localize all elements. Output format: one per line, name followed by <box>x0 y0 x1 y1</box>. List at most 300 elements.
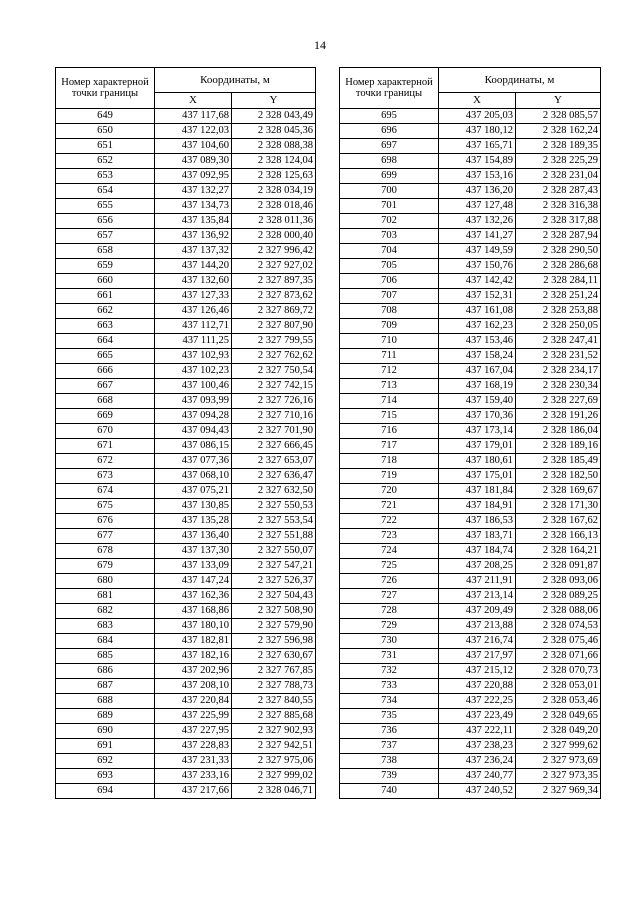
table-row <box>340 649 601 664</box>
point-number-cell: 682 <box>56 604 155 619</box>
table-row <box>56 739 316 754</box>
y-coordinate-cell: 2 328 053,01 <box>516 679 601 694</box>
x-coordinate-cell: 437 147,24 <box>155 574 232 589</box>
x-coordinate-cell: 437 104,60 <box>155 139 232 154</box>
y-coordinate-cell: 2 327 526,37 <box>232 574 316 589</box>
point-number-cell: 738 <box>340 754 439 769</box>
y-coordinate-cell: 2 328 000,40 <box>232 229 316 244</box>
table-row <box>340 259 601 274</box>
x-coordinate-cell: 437 238,23 <box>439 739 516 754</box>
x-coordinate-cell: 437 137,32 <box>155 244 232 259</box>
table-row <box>56 154 316 169</box>
table-row <box>340 784 601 799</box>
y-coordinate-cell: 2 328 053,46 <box>516 694 601 709</box>
y-coordinate-cell: 2 328 287,43 <box>516 184 601 199</box>
y-coordinate-cell: 2 328 089,25 <box>516 589 601 604</box>
y-coordinate-cell: 2 327 551,88 <box>232 529 316 544</box>
x-coordinate-cell: 437 153,16 <box>439 169 516 184</box>
x-coordinate-cell: 437 228,83 <box>155 739 232 754</box>
x-coordinate-cell: 437 136,20 <box>439 184 516 199</box>
x-coordinate-cell: 437 175,01 <box>439 469 516 484</box>
table-row <box>56 499 316 514</box>
table-row <box>56 424 316 439</box>
y-coordinate-cell: 2 328 250,05 <box>516 319 601 334</box>
point-number-cell: 660 <box>56 274 155 289</box>
x-coordinate-cell: 437 134,73 <box>155 199 232 214</box>
table-row <box>340 679 601 694</box>
table-row <box>340 454 601 469</box>
page-number: 14 <box>314 38 326 52</box>
table-row <box>56 619 316 634</box>
y-coordinate-cell: 2 327 840,55 <box>232 694 316 709</box>
x-coordinate-cell: 437 141,27 <box>439 229 516 244</box>
x-coordinate-cell: 437 183,71 <box>439 529 516 544</box>
table-row <box>56 139 316 154</box>
y-coordinate-cell: 2 327 550,53 <box>232 499 316 514</box>
point-number-cell: 726 <box>340 574 439 589</box>
x-coordinate-cell: 437 162,36 <box>155 589 232 604</box>
x-coordinate-cell: 437 130,85 <box>155 499 232 514</box>
table-row <box>340 274 601 289</box>
point-number-cell: 731 <box>340 649 439 664</box>
x-coordinate-cell: 437 136,40 <box>155 529 232 544</box>
table-row <box>340 289 601 304</box>
x-coordinate-cell: 437 111,25 <box>155 334 232 349</box>
y-coordinate-cell: 2 327 762,62 <box>232 349 316 364</box>
point-number-cell: 721 <box>340 499 439 514</box>
x-coordinate-cell: 437 209,49 <box>439 604 516 619</box>
point-number-cell: 699 <box>340 169 439 184</box>
point-number-cell: 713 <box>340 379 439 394</box>
point-number-cell: 733 <box>340 679 439 694</box>
x-coordinate-cell: 437 173,14 <box>439 424 516 439</box>
table-row <box>340 229 601 244</box>
y-coordinate-cell: 2 328 287,94 <box>516 229 601 244</box>
point-number-cell: 665 <box>56 349 155 364</box>
point-number-cell: 728 <box>340 604 439 619</box>
point-number-cell: 698 <box>340 154 439 169</box>
table-row <box>340 139 601 154</box>
y-coordinate-cell: 2 327 897,35 <box>232 274 316 289</box>
table-row <box>340 409 601 424</box>
point-number-cell: 672 <box>56 454 155 469</box>
y-coordinate-cell: 2 328 186,04 <box>516 424 601 439</box>
point-number-cell: 658 <box>56 244 155 259</box>
y-coordinate-cell: 2 327 666,45 <box>232 439 316 454</box>
table-row <box>56 529 316 544</box>
x-coordinate-cell: 437 075,21 <box>155 484 232 499</box>
point-number-cell: 685 <box>56 649 155 664</box>
point-number-cell: 673 <box>56 469 155 484</box>
x-coordinate-cell: 437 150,76 <box>439 259 516 274</box>
point-number-cell: 722 <box>340 514 439 529</box>
x-coordinate-cell: 437 102,93 <box>155 349 232 364</box>
point-number-cell: 711 <box>340 349 439 364</box>
point-number-cell: 680 <box>56 574 155 589</box>
point-number-cell: 655 <box>56 199 155 214</box>
x-coordinate-cell: 437 127,48 <box>439 199 516 214</box>
point-number-cell: 678 <box>56 544 155 559</box>
y-coordinate-cell: 2 327 973,35 <box>516 769 601 784</box>
y-coordinate-cell: 2 328 182,50 <box>516 469 601 484</box>
x-coordinate-cell: 437 094,43 <box>155 424 232 439</box>
table-row <box>56 574 316 589</box>
x-coordinate-cell: 437 205,03 <box>439 109 516 124</box>
y-coordinate-cell: 2 328 317,88 <box>516 214 601 229</box>
y-coordinate-cell: 2 328 043,49 <box>232 109 316 124</box>
point-number-cell: 667 <box>56 379 155 394</box>
table-row <box>56 319 316 334</box>
x-coordinate-cell: 437 220,88 <box>439 679 516 694</box>
y-coordinate-cell: 2 327 750,54 <box>232 364 316 379</box>
coordinates-table-left <box>55 67 316 799</box>
x-coordinate-cell: 437 149,59 <box>439 244 516 259</box>
point-number-cell: 656 <box>56 214 155 229</box>
y-coordinate-cell: 2 328 093,06 <box>516 574 601 589</box>
x-coordinate-cell: 437 180,10 <box>155 619 232 634</box>
table-row <box>340 424 601 439</box>
point-number-cell: 725 <box>340 559 439 574</box>
y-coordinate-cell: 2 328 189,16 <box>516 439 601 454</box>
point-number-cell: 650 <box>56 124 155 139</box>
point-number-cell: 736 <box>340 724 439 739</box>
point-number-cell: 735 <box>340 709 439 724</box>
y-coordinate-cell: 2 327 885,68 <box>232 709 316 724</box>
y-coordinate-cell: 2 327 927,02 <box>232 259 316 274</box>
table-row <box>340 634 601 649</box>
point-number-cell: 666 <box>56 364 155 379</box>
table-row <box>340 379 601 394</box>
y-column-header: Y <box>232 93 316 109</box>
x-coordinate-cell: 437 167,04 <box>439 364 516 379</box>
point-number-cell: 704 <box>340 244 439 259</box>
x-coordinate-cell: 437 142,42 <box>439 274 516 289</box>
y-coordinate-cell: 2 327 726,16 <box>232 394 316 409</box>
x-coordinate-cell: 437 102,23 <box>155 364 232 379</box>
table-body <box>56 109 316 799</box>
table-row <box>340 214 601 229</box>
y-coordinate-cell: 2 328 070,73 <box>516 664 601 679</box>
table-row <box>340 769 601 784</box>
point-number-cell: 695 <box>340 109 439 124</box>
point-number-cell: 718 <box>340 454 439 469</box>
y-coordinate-cell: 2 328 049,65 <box>516 709 601 724</box>
x-coordinate-cell: 437 154,89 <box>439 154 516 169</box>
table-row <box>56 409 316 424</box>
table-row <box>340 109 601 124</box>
table-row <box>56 679 316 694</box>
table-row <box>56 769 316 784</box>
table-row <box>56 124 316 139</box>
table-row <box>56 709 316 724</box>
table-row <box>56 364 316 379</box>
point-number-header: Номер характерной точки границы <box>56 68 155 109</box>
table-row <box>56 274 316 289</box>
table-row <box>340 349 601 364</box>
point-number-cell: 715 <box>340 409 439 424</box>
point-number-cell: 720 <box>340 484 439 499</box>
y-coordinate-cell: 2 327 508,90 <box>232 604 316 619</box>
point-number-cell: 653 <box>56 169 155 184</box>
point-number-cell: 684 <box>56 634 155 649</box>
point-number-cell: 702 <box>340 214 439 229</box>
point-number-cell: 714 <box>340 394 439 409</box>
x-coordinate-cell: 437 184,91 <box>439 499 516 514</box>
point-number-cell: 679 <box>56 559 155 574</box>
y-coordinate-cell: 2 328 045,36 <box>232 124 316 139</box>
table-row <box>340 544 601 559</box>
y-coordinate-cell: 2 328 085,57 <box>516 109 601 124</box>
table-row <box>340 739 601 754</box>
point-number-cell: 668 <box>56 394 155 409</box>
table-body <box>340 109 601 799</box>
x-coordinate-cell: 437 215,12 <box>439 664 516 679</box>
y-coordinate-cell: 2 328 018,46 <box>232 199 316 214</box>
y-coordinate-cell: 2 328 231,04 <box>516 169 601 184</box>
x-coordinate-cell: 437 222,11 <box>439 724 516 739</box>
x-coordinate-cell: 437 182,81 <box>155 634 232 649</box>
x-coordinate-cell: 437 165,71 <box>439 139 516 154</box>
x-coordinate-cell: 437 182,16 <box>155 649 232 664</box>
table-row <box>340 604 601 619</box>
x-coordinate-cell: 437 240,52 <box>439 784 516 799</box>
y-coordinate-cell: 2 328 075,46 <box>516 634 601 649</box>
table-row <box>56 514 316 529</box>
point-number-cell: 654 <box>56 184 155 199</box>
y-coordinate-cell: 2 328 225,29 <box>516 154 601 169</box>
table-row <box>56 469 316 484</box>
coordinates-header: Координаты, м <box>439 68 601 93</box>
table-row <box>56 724 316 739</box>
y-coordinate-cell: 2 327 653,07 <box>232 454 316 469</box>
y-coordinate-cell: 2 328 185,49 <box>516 454 601 469</box>
y-coordinate-cell: 2 328 284,11 <box>516 274 601 289</box>
table-row <box>340 124 601 139</box>
x-coordinate-cell: 437 181,84 <box>439 484 516 499</box>
table-row <box>56 694 316 709</box>
y-coordinate-cell: 2 328 091,87 <box>516 559 601 574</box>
table-row <box>340 244 601 259</box>
table-row <box>340 484 601 499</box>
x-coordinate-cell: 437 220,84 <box>155 694 232 709</box>
point-number-cell: 696 <box>340 124 439 139</box>
y-coordinate-cell: 2 327 547,21 <box>232 559 316 574</box>
x-coordinate-cell: 437 132,26 <box>439 214 516 229</box>
x-coordinate-cell: 437 223,49 <box>439 709 516 724</box>
y-coordinate-cell: 2 328 088,06 <box>516 604 601 619</box>
x-coordinate-cell: 437 132,60 <box>155 274 232 289</box>
x-coordinate-cell: 437 233,16 <box>155 769 232 784</box>
y-coordinate-cell: 2 327 550,07 <box>232 544 316 559</box>
point-number-cell: 662 <box>56 304 155 319</box>
y-coordinate-cell: 2 327 799,55 <box>232 334 316 349</box>
point-number-cell: 649 <box>56 109 155 124</box>
y-coordinate-cell: 2 328 286,68 <box>516 259 601 274</box>
y-coordinate-cell: 2 327 973,69 <box>516 754 601 769</box>
point-number-cell: 657 <box>56 229 155 244</box>
x-coordinate-cell: 437 231,33 <box>155 754 232 769</box>
table-row <box>56 349 316 364</box>
table-row <box>56 334 316 349</box>
x-coordinate-cell: 437 094,28 <box>155 409 232 424</box>
point-number-cell: 693 <box>56 769 155 784</box>
y-coordinate-cell: 2 327 742,15 <box>232 379 316 394</box>
point-number-cell: 674 <box>56 484 155 499</box>
x-coordinate-cell: 437 217,97 <box>439 649 516 664</box>
table-row <box>340 334 601 349</box>
x-coordinate-cell: 437 211,91 <box>439 574 516 589</box>
y-coordinate-cell: 2 327 504,43 <box>232 589 316 604</box>
y-coordinate-cell: 2 327 636,47 <box>232 469 316 484</box>
point-number-cell: 663 <box>56 319 155 334</box>
y-coordinate-cell: 2 328 191,26 <box>516 409 601 424</box>
x-coordinate-cell: 437 236,24 <box>439 754 516 769</box>
y-coordinate-cell: 2 327 710,16 <box>232 409 316 424</box>
y-coordinate-cell: 2 327 630,67 <box>232 649 316 664</box>
x-coordinate-cell: 437 213,14 <box>439 589 516 604</box>
point-number-cell: 664 <box>56 334 155 349</box>
x-coordinate-cell: 437 208,10 <box>155 679 232 694</box>
table-row <box>340 394 601 409</box>
table-row <box>56 589 316 604</box>
x-coordinate-cell: 437 168,86 <box>155 604 232 619</box>
y-coordinate-cell: 2 327 553,54 <box>232 514 316 529</box>
x-coordinate-cell: 437 158,24 <box>439 349 516 364</box>
table-row <box>340 319 601 334</box>
y-coordinate-cell: 2 328 124,04 <box>232 154 316 169</box>
table-row <box>340 169 601 184</box>
table-row <box>56 289 316 304</box>
y-coordinate-cell: 2 328 088,38 <box>232 139 316 154</box>
point-number-cell: 697 <box>340 139 439 154</box>
point-number-cell: 700 <box>340 184 439 199</box>
x-coordinate-cell: 437 184,74 <box>439 544 516 559</box>
x-coordinate-cell: 437 152,31 <box>439 289 516 304</box>
table-row <box>340 709 601 724</box>
table-row <box>340 514 601 529</box>
y-coordinate-cell: 2 327 996,42 <box>232 244 316 259</box>
x-coordinate-cell: 437 136,92 <box>155 229 232 244</box>
y-coordinate-cell: 2 328 253,88 <box>516 304 601 319</box>
x-coordinate-cell: 437 135,84 <box>155 214 232 229</box>
table-row <box>340 664 601 679</box>
x-coordinate-cell: 437 227,95 <box>155 724 232 739</box>
table-row <box>56 634 316 649</box>
point-number-cell: 717 <box>340 439 439 454</box>
point-number-cell: 659 <box>56 259 155 274</box>
point-number-cell: 706 <box>340 274 439 289</box>
x-coordinate-cell: 437 068,10 <box>155 469 232 484</box>
x-coordinate-cell: 437 162,23 <box>439 319 516 334</box>
y-coordinate-cell: 2 327 969,34 <box>516 784 601 799</box>
table-row <box>56 559 316 574</box>
table-row <box>56 229 316 244</box>
x-coordinate-cell: 437 093,99 <box>155 394 232 409</box>
point-number-cell: 669 <box>56 409 155 424</box>
x-coordinate-cell: 437 170,36 <box>439 409 516 424</box>
y-coordinate-cell: 2 327 632,50 <box>232 484 316 499</box>
point-number-cell: 723 <box>340 529 439 544</box>
table-row <box>340 304 601 319</box>
x-coordinate-cell: 437 240,77 <box>439 769 516 784</box>
y-coordinate-cell: 2 328 230,34 <box>516 379 601 394</box>
point-number-cell: 739 <box>340 769 439 784</box>
table-row <box>56 544 316 559</box>
point-number-cell: 661 <box>56 289 155 304</box>
point-number-cell: 651 <box>56 139 155 154</box>
table-row <box>340 694 601 709</box>
y-coordinate-cell: 2 328 164,21 <box>516 544 601 559</box>
x-coordinate-cell: 437 092,95 <box>155 169 232 184</box>
table-row <box>340 154 601 169</box>
y-coordinate-cell: 2 328 234,17 <box>516 364 601 379</box>
point-number-cell: 703 <box>340 229 439 244</box>
y-coordinate-cell: 2 327 869,72 <box>232 304 316 319</box>
table-row <box>56 649 316 664</box>
y-coordinate-cell: 2 328 166,13 <box>516 529 601 544</box>
x-coordinate-cell: 437 100,46 <box>155 379 232 394</box>
table-row <box>340 184 601 199</box>
x-coordinate-cell: 437 222,25 <box>439 694 516 709</box>
table-row <box>340 364 601 379</box>
x-coordinate-cell: 437 135,28 <box>155 514 232 529</box>
point-number-cell: 681 <box>56 589 155 604</box>
point-number-cell: 708 <box>340 304 439 319</box>
point-number-cell: 729 <box>340 619 439 634</box>
x-coordinate-cell: 437 180,61 <box>439 454 516 469</box>
table-row <box>340 754 601 769</box>
x-coordinate-cell: 437 217,66 <box>155 784 232 799</box>
point-number-cell: 701 <box>340 199 439 214</box>
table-row <box>56 169 316 184</box>
point-number-cell: 705 <box>340 259 439 274</box>
y-coordinate-cell: 2 328 071,66 <box>516 649 601 664</box>
table-row <box>56 214 316 229</box>
y-coordinate-cell: 2 328 125,63 <box>232 169 316 184</box>
x-coordinate-cell: 437 179,01 <box>439 439 516 454</box>
table-row <box>56 754 316 769</box>
y-coordinate-cell: 2 327 788,73 <box>232 679 316 694</box>
x-coordinate-cell: 437 112,71 <box>155 319 232 334</box>
y-coordinate-cell: 2 328 046,71 <box>232 784 316 799</box>
y-coordinate-cell: 2 327 807,90 <box>232 319 316 334</box>
table-row <box>56 484 316 499</box>
coordinates-header: Координаты, м <box>155 68 316 93</box>
table-row <box>56 454 316 469</box>
x-coordinate-cell: 437 168,19 <box>439 379 516 394</box>
point-number-cell: 691 <box>56 739 155 754</box>
y-coordinate-cell: 2 327 873,62 <box>232 289 316 304</box>
y-coordinate-cell: 2 328 171,30 <box>516 499 601 514</box>
x-coordinate-cell: 437 133,09 <box>155 559 232 574</box>
table-row <box>56 259 316 274</box>
y-coordinate-cell: 2 328 034,19 <box>232 184 316 199</box>
x-coordinate-cell: 437 180,12 <box>439 124 516 139</box>
y-coordinate-cell: 2 327 975,06 <box>232 754 316 769</box>
table-row <box>56 244 316 259</box>
point-number-cell: 712 <box>340 364 439 379</box>
x-coordinate-cell: 437 089,30 <box>155 154 232 169</box>
x-coordinate-cell: 437 086,15 <box>155 439 232 454</box>
y-coordinate-cell: 2 327 942,51 <box>232 739 316 754</box>
table-row <box>340 724 601 739</box>
x-coordinate-cell: 437 144,20 <box>155 259 232 274</box>
table-row <box>56 109 316 124</box>
y-coordinate-cell: 2 327 999,62 <box>516 739 601 754</box>
y-coordinate-cell: 2 328 162,24 <box>516 124 601 139</box>
point-number-cell: 687 <box>56 679 155 694</box>
table-row <box>56 394 316 409</box>
